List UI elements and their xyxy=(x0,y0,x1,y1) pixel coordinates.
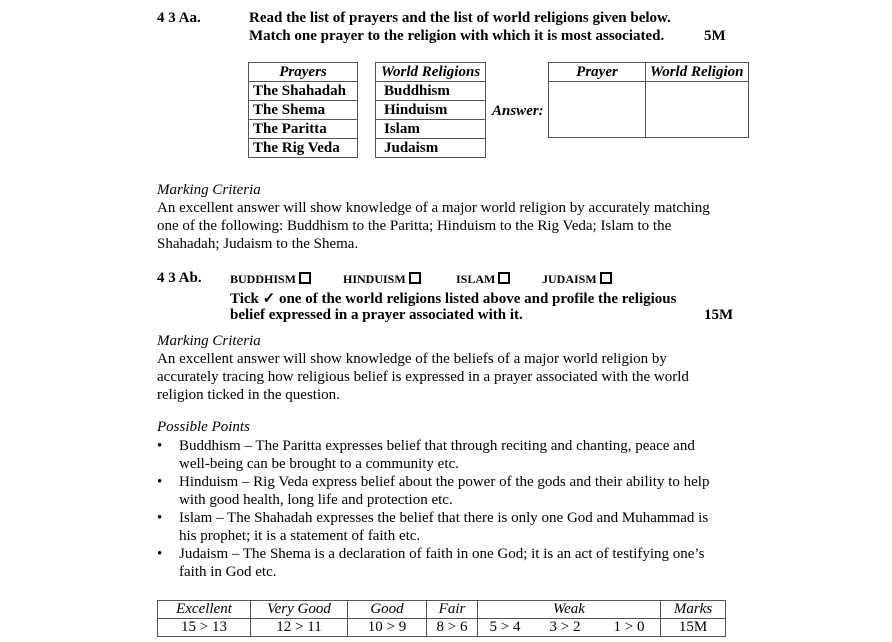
list-item-line: Islam – The Shahadah expresses the belief that there is only one God and Muhammad is xyxy=(179,510,709,526)
possible-points-heading: Possible Points xyxy=(157,419,250,435)
list-item-line: his prophet; it is a statement of faith etc. xyxy=(179,528,421,544)
list-item xyxy=(155,473,709,509)
possible-points-list xyxy=(155,437,709,581)
criteria-a-line: Shahadah; Judaism to the Shema. xyxy=(157,236,359,252)
list-item-line: Judaism – The Shema is a declaration of faith in one God; it is an act of testifying one’s xyxy=(179,546,705,562)
religions-table xyxy=(375,62,486,158)
religion-option-label: ISLAM xyxy=(456,272,496,286)
prayer-item: The Paritta xyxy=(249,120,358,139)
checkbox-icon[interactable] xyxy=(409,272,421,284)
prayers-table xyxy=(248,62,358,158)
marks-value: 5 > 4 xyxy=(478,619,533,637)
question-a-line-2: Match one prayer to the religion with which it is most associated. xyxy=(249,28,665,44)
religion-option-label: HINDUISM xyxy=(343,272,406,286)
criteria-a-line: one of the following: Buddhism to the Paritta; Hinduism to the Rig Veda; Islam to the xyxy=(157,218,672,234)
answer-prayer-cell xyxy=(549,82,646,138)
marks-value: 10 > 9 xyxy=(348,619,427,637)
marks-value: 3 > 2 xyxy=(532,619,598,637)
religion-option xyxy=(343,271,421,288)
question-a-number: 4 3 Aa. xyxy=(157,10,201,26)
criteria-b-line: religion ticked in the question. xyxy=(157,387,340,403)
marks-value: 8 > 6 xyxy=(427,619,478,637)
criteria-b-line: An excellent answer will show knowledge of the beliefs of a major world religion by xyxy=(157,351,667,367)
marks-header: Good xyxy=(348,601,427,619)
marks-value: 1 > 0 xyxy=(598,619,661,637)
bullet-icon: • xyxy=(157,474,163,490)
criteria-a-line: An excellent answer will show knowledge of a major world religion by accurately matching xyxy=(157,200,710,216)
religion-option xyxy=(542,271,612,288)
question-b-marks: 15M xyxy=(704,307,734,323)
question-b-line-1: Tick ✓ one of the world religions listed above and profile the religious xyxy=(230,291,677,307)
list-item-line: with good health, long life and protection etc. xyxy=(179,492,453,508)
religion-option-label: BUDDHISM xyxy=(230,272,297,286)
religion-option xyxy=(456,271,510,288)
answer-table xyxy=(548,62,749,138)
religion-item: Hinduism xyxy=(376,101,486,120)
answer-religion-cell xyxy=(646,82,749,138)
question-b-line-2: belief expressed in a prayer associated with it. xyxy=(230,307,523,323)
marks-header: Fair xyxy=(427,601,478,619)
question-b-number: 4 3 Ab. xyxy=(157,270,202,286)
prayer-item: The Rig Veda xyxy=(249,139,358,158)
bullet-icon: • xyxy=(157,546,163,562)
religions-header: World Religions xyxy=(376,63,486,82)
list-item-line: Buddhism – The Paritta expresses belief that through reciting and chanting, peace and xyxy=(179,438,695,454)
criteria-a-heading: Marking Criteria xyxy=(157,182,261,198)
religion-item: Judaism xyxy=(376,139,486,158)
marks-header: Marks xyxy=(661,601,726,619)
list-item xyxy=(155,437,709,473)
marks-value: 12 > 11 xyxy=(251,619,348,637)
list-item xyxy=(155,545,709,581)
answer-religion-header: World Religion xyxy=(646,63,749,82)
criteria-b-line: accurately tracing how religious belief is expressed in a prayer associated with the world xyxy=(157,369,689,385)
marks-header: Excellent xyxy=(158,601,251,619)
checkbox-icon[interactable] xyxy=(498,272,510,284)
religion-option-label: JUDAISM xyxy=(542,272,597,286)
marks-table xyxy=(157,600,726,637)
answer-label: Answer: xyxy=(492,103,544,119)
answer-prayer-header: Prayer xyxy=(549,63,646,82)
prayer-item: The Shahadah xyxy=(249,82,358,101)
religion-option xyxy=(230,271,311,288)
list-item-line: Hinduism – Rig Veda express belief about the power of the gods and their ability to help xyxy=(179,474,710,490)
bullet-icon: • xyxy=(157,510,163,526)
religion-item: Buddhism xyxy=(376,82,486,101)
criteria-b-heading: Marking Criteria xyxy=(157,333,261,349)
prayers-header: Prayers xyxy=(249,63,358,82)
list-item-line: faith in God etc. xyxy=(179,564,277,580)
marks-value: 15M xyxy=(661,619,726,637)
question-a-line-1: Read the list of prayers and the list of world religions given below. xyxy=(249,10,671,26)
marks-header: Weak xyxy=(478,601,661,619)
marks-header: Very Good xyxy=(251,601,348,619)
prayer-item: The Shema xyxy=(249,101,358,120)
bullet-icon: • xyxy=(157,438,163,454)
religion-item: Islam xyxy=(376,120,486,139)
checkbox-icon[interactable] xyxy=(299,272,311,284)
question-a-marks: 5M xyxy=(704,28,726,44)
list-item-line: well-being can be brought to a community etc. xyxy=(179,456,459,472)
list-item xyxy=(155,509,709,545)
marks-value: 15 > 13 xyxy=(158,619,251,637)
checkbox-icon[interactable] xyxy=(600,272,612,284)
